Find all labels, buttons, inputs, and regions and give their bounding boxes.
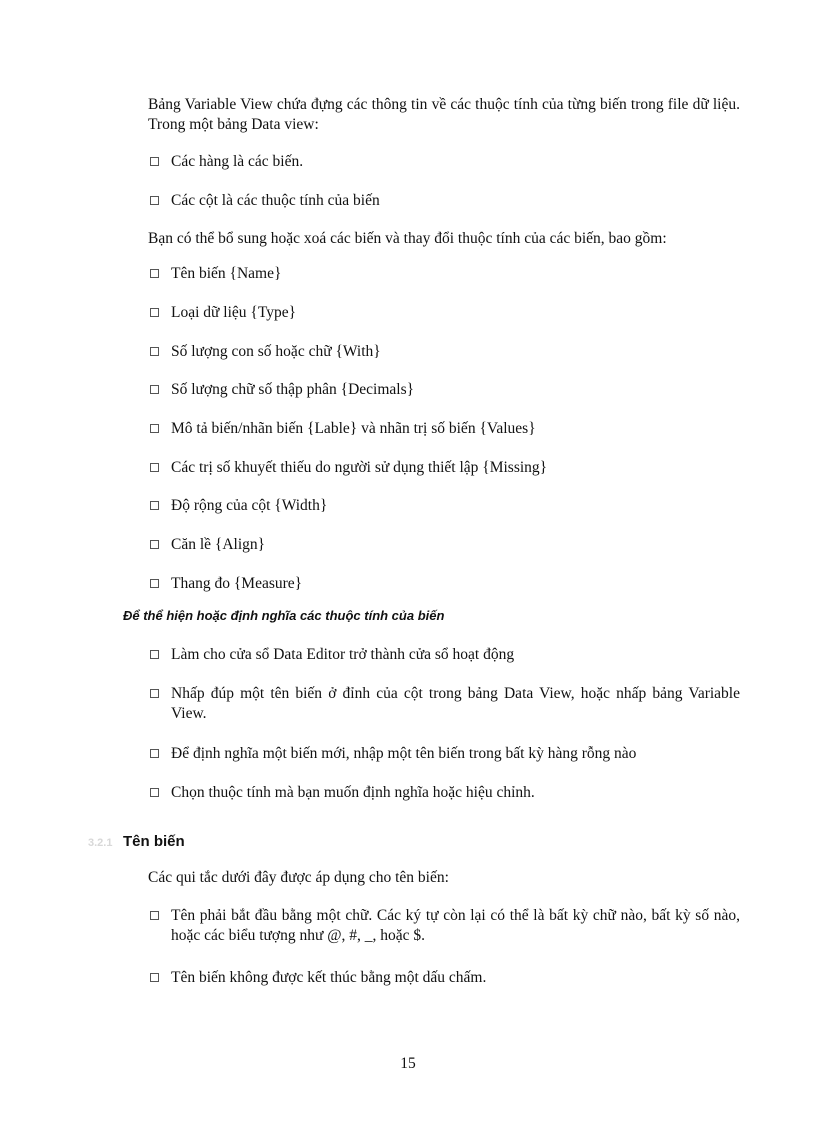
- bullet-box-icon: [150, 911, 159, 920]
- name-rule-2: [150, 968, 740, 988]
- attribute-item-measure: [150, 574, 740, 594]
- attribute-text: Mô tả biến/nhãn biến {Lable} và nhãn trị số biến {Values}: [171, 420, 536, 437]
- step-text: Nhấp đúp một tên biến ở đỉnh của cột trong bảng Data View, hoặc nhấp bảng Variable View.: [171, 685, 740, 722]
- step-text: Chọn thuộc tính mà bạn muốn định nghĩa hoặc hiệu chỉnh.: [171, 784, 535, 801]
- define-subheading: Để thể hiện hoặc định nghĩa các thuộc tính của biến: [123, 608, 445, 623]
- attribute-item-missing: [150, 458, 740, 478]
- attribute-text: Loại dữ liệu {Type}: [171, 304, 297, 321]
- attribute-item-align: [150, 535, 740, 555]
- bullet-box-icon: [150, 424, 159, 433]
- bullet-box-icon: [150, 347, 159, 356]
- section-title: Tên biến: [123, 833, 185, 850]
- attribute-item-label: [150, 419, 740, 439]
- bullet-box-icon: [150, 540, 159, 549]
- page-number: 15: [400, 1055, 416, 1072]
- define-step-4: [150, 783, 740, 803]
- rule-text: Tên phải bắt đầu bằng một chữ. Các ký tự còn lại có thể là bất kỳ chữ nào, bất kỳ số nào, hoặc các biểu tượng như @, #, _, hoặc $.: [171, 907, 740, 944]
- rule-text: Tên biến không được kết thúc bằng một dấu chấm.: [171, 969, 487, 986]
- attribute-item-width-chars: [150, 342, 740, 362]
- bullet-box-icon: [150, 269, 159, 278]
- bullet-box-icon: [150, 788, 159, 797]
- attribute-text: Tên biến {Name}: [171, 265, 282, 282]
- bullet-box-icon: [150, 689, 159, 698]
- bullet-box-icon: [150, 650, 159, 659]
- define-step-1: [150, 645, 740, 665]
- bullet-box-icon: [150, 973, 159, 982]
- bullet-box-icon: [150, 579, 159, 588]
- intro-paragraph-1: Bảng Variable View chứa đựng các thông tin về các thuộc tính của từng biến trong file dữ liệu. Trong một bảng Data view:: [148, 96, 740, 133]
- section-number: 3.2.1: [88, 837, 113, 849]
- attribute-text: Số lượng chữ số thập phân {Decimals}: [171, 381, 415, 398]
- name-rules-intro: Các qui tắc dưới đây được áp dụng cho tên biến:: [148, 869, 449, 886]
- attribute-item-column-width: [150, 496, 740, 516]
- attribute-text: Số lượng con số hoặc chữ {With}: [171, 343, 381, 360]
- list-item-text: Các hàng là các biến.: [171, 153, 304, 170]
- bullet-box-icon: [150, 463, 159, 472]
- attribute-item-type: [150, 303, 740, 323]
- bullet-box-icon: [150, 157, 159, 166]
- list-item-rows: [150, 152, 740, 172]
- bullet-box-icon: [150, 385, 159, 394]
- name-rule-1: [150, 906, 740, 946]
- attribute-item-name: [150, 264, 740, 284]
- step-text: Để định nghĩa một biến mới, nhập một tên biến trong bất kỳ hàng rỗng nào: [171, 745, 637, 762]
- bullet-box-icon: [150, 501, 159, 510]
- list-item-columns: [150, 191, 740, 211]
- attribute-text: Căn lề {Align}: [171, 536, 266, 553]
- attribute-text: Độ rộng của cột {Width}: [171, 497, 328, 514]
- section-heading: [88, 832, 185, 853]
- list-item-text: Các cột là các thuộc tính của biến: [171, 192, 380, 209]
- attribute-text: Các trị số khuyết thiếu do người sử dụng thiết lập {Missing}: [171, 459, 548, 476]
- bullet-box-icon: [150, 308, 159, 317]
- attribute-text: Thang đo {Measure}: [171, 575, 303, 592]
- define-step-3: [150, 744, 740, 764]
- bullet-box-icon: [150, 196, 159, 205]
- bullet-box-icon: [150, 749, 159, 758]
- intro-paragraph-2: Bạn có thể bổ sung hoặc xoá các biến và thay đổi thuộc tính của các biến, bao gồm:: [148, 230, 667, 247]
- step-text: Làm cho cửa sổ Data Editor trở thành cửa sổ hoạt động: [171, 646, 515, 663]
- attribute-item-decimals: [150, 380, 740, 400]
- define-step-2: [150, 684, 740, 724]
